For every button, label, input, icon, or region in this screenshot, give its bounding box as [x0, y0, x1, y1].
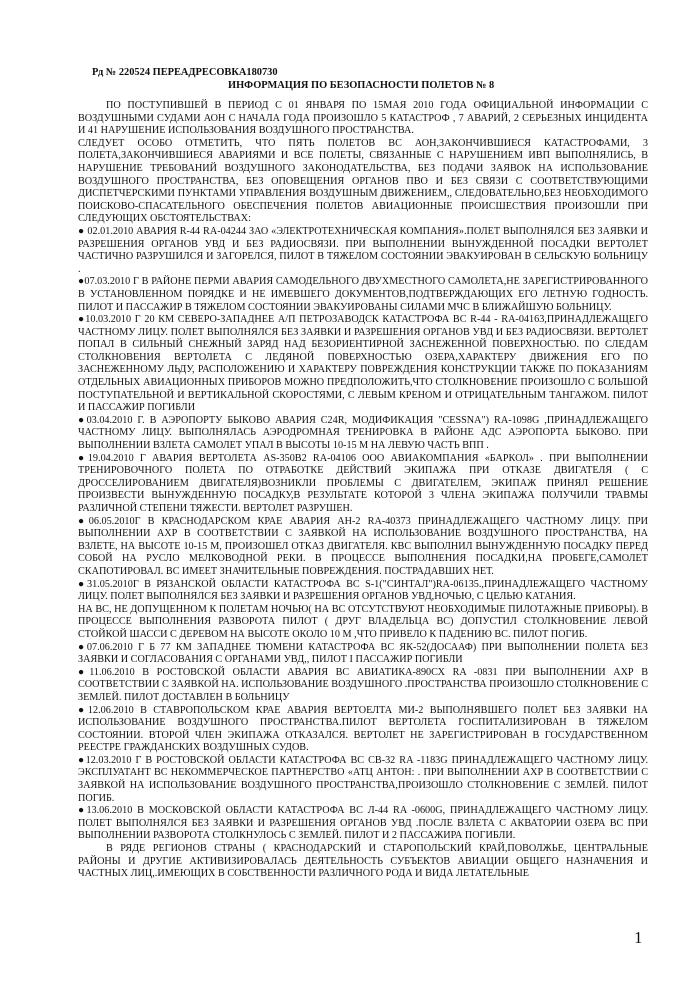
paragraph-intro: ПО ПОСТУПИВШЕЙ В ПЕРИОД С 01 ЯНВАРЯ ПО 15МАЯ 2010 ГОДА ОФИЦИАЛЬНОЙ ИНФОРМАЦИИ С ВОЗДУШНЫМИ СУДАМИ АОН С НАЧАЛА ГОДА ПРОИЗОШЛО 5 КАТАСТРОФ , 7 АВАРИЙ, 2 СЕРЬЕЗНЫХ ИНЦИДЕНТА И 41 НАРУШЕНИЕ ИСПОЛЬЗОВАНИЯ ВОЗДУШНОГО ПРОСТРАНСТВА. [78, 100, 648, 137]
paragraph-incident: ●07.03.2010 Г В РАЙОНЕ ПЕРМИ АВАРИЯ САМОДЕЛЬНОГО ДВУХМЕСТНОГО САМОЛЕТА,НЕ ЗАРЕГИСТРИРОВАННОГО В УСТАНОВЛЕННОМ ПОРЯДКЕ И НЕ ИМЕВШЕГО ДОКУМЕНТОВ,ПОДТВЕРЖДАЮЩИХ ЕГО ЛЕТНУЮ ГОДНОСТЬ. ПИЛОТ И ПАССАЖИР В ТЯЖЕЛОМ СОСТОЯНИИ ЭВАКУИРОВАНЫ СИЛАМИ МЧС В БЛИЖАЙШУЮ БОЛЬНИЦУ. [78, 276, 648, 313]
paragraph-incident: ●12.06.2010 В СТАВРОПОЛЬСКОМ КРАЕ АВАРИЯ ВЕРТОЕЛТА МИ-2 ВЫПОЛНЯВШЕГО ПОЛЕТ БЕЗ ЗАЯВКИ НА ИСПОЛЬЗОВАНИЕ ВОЗДУШНОГО ПРОСТРАНСТВА.ПИЛОТ ВЕРТОЛЕТА ГОСПИТАЛИЗИРОВАН В ТЯЖЕЛОМ СОСТОЯНИИ. ВТОРОЙ ЧЛЕН ЭКИПАЖА ОТКАЗАЛСЯ. ВЕРТОЛЕТ НЕ ЗАРЕГИСТРИРОВАН В ГОСУДАРСТВЕННОМ РЕЕСТРЕ ГРАЖДАНСКИХ ВОЗДУШНЫХ СУДОВ. [78, 704, 648, 754]
paragraph-incident: ●31.05.2010Г В РЯЗАНСКОЙ ОБЛАСТИ КАТАСТРОФА ВС S-1("СИНТАЛ")RA-06135.,ПРИНАДЛЕЖАЩЕГО ЧАСТНОМУ ЛИЦУ. ПОЛЕТ ВЫПОЛНЯЛСЯ БЕЗ ЗАЯВКИ И РАЗРЕШЕНИЯ ОРГАНОВ УВД,НОЧЬЮ, С ЦЕЛЬЮ КАТАНИЯ. [78, 578, 648, 603]
paragraph-incident: ●13.06.2010 В МОСКОВСКОЙ ОБЛАСТИ КАТАСТРОФА ВС Л-44 RA -0600G, ПРИНАДЛЕЖАЩЕГО ЧАСТНОМУ ЛИЦУ. ПОЛЕТ ВЫПОЛНЯЛСЯ БЕЗ ЗАЯВКИ И РАЗРЕШЕНИЯ ОРГАНОВ УВД .ПОСЛЕ ВЗЛЕТА С АКВАТОРИИ ОЗЕРА ВС ПРИ ВЫПОЛНЕНИИ РАЗВОРОТА СТОЛКНУЛОСЬ С ЗЕМЛЕЙ. ПИЛОТ И 2 ПАССАЖИРА ПОГИБЛИ. [78, 805, 648, 842]
paragraph-conclusion: В РЯДЕ РЕГИОНОВ СТРАНЫ ( КРАСНОДАРСКИЙ И СТАРОПОЛЬСКИЙ КРАЙ,ПОВОЛЖЬЕ, ЦЕНТРАЛЬНЫЕ РАЙОНЫ И ДРУГИЕ АКТИВИЗИРОВАЛАСЬ ДЕЯТЕЛЬНОСТЬ СУБЪЕКТОВ АВИАЦИИ ОБЩЕГО НАЗНАЧЕНИЯ И ЧАСТНЫХ ЛИЦ,.ИМЕЮЩИХ В СОБСТВЕННОСТИ РАЗЛИЧНОГО РОДА И ВИДА ЛЕТАТЕЛЬНЫЕ [78, 843, 648, 880]
document-body [78, 100, 648, 881]
paragraph-incident: ●12.03.2010 Г В РОСТОВСКОЙ ОБЛАСТИ КАТАСТРОФА ВС СВ-32 RA -1183G ПРИНАДЛЕЖАЩЕГО ЧАСТНОМУ ЛИЦУ. ЭКСПЛУАТАНТ ВС НЕКОММЕРЧЕСКОЕ ПАРТНЕРСТВО «АТЦ АНТОН: . ПРИ ВЫПОЛНЕНИИ АХР В СООТВЕТСТВИИ С ЗАЯВКОЙ НА ИСПОЛЬЗОВАНИЕ ВОЗДУШНОГО ПРОСТРАНСТВА,ПРОИЗОШЛО СТОЛКНОВЕНИЕ С ЗЕМЛЕЙ. ПИЛОТ ПОГИБ. [78, 754, 648, 804]
paragraph-incident: ●19.04.2010 Г АВАРИЯ ВЕРТОЛЕТА AS-350B2 RA-04106 ООО АВИАКОМПАНИЯ «БАРКОЛ» . ПРИ ВЫПОЛНЕНИИ ТРЕНИРОВОЧНОГО ПОЛЕТА ПО ОТРАБОТКЕ ДЕЙСТВИЙ ЭКИПАЖА ПРИ ОТКАЗЕ ДВИГАТЕЛЯ ( С ДРОССЕЛИРОВАНИЕМ ДВИГАТЕЛЯ)ВОЗНИКЛИ ПРОБЛЕМЫ С ДВИГАТЕЛЕМ, ЭКИПАЖ ПРИНЯЛ РЕШЕНИЕ ПРОИЗВЕСТИ ВЫНУЖДЕННУЮ ПОСАДКУ,В РЕЗУЛЬТАТЕ КОТОРОЙ 3 ЧЛЕНА ЭКИПАЖА ПОЛУЧИЛИ ТРАВМЫ РАЗЛИЧНОЙ СТЕПЕНИ ТЯЖЕСТИ. ВЕРТОЛЕТ РАЗРУШЕН. [78, 452, 648, 514]
paragraph-note: СЛЕДУЕТ ОСОБО ОТМЕТИТЬ, ЧТО ПЯТЬ ПОЛЕТОВ ВС АОН,ЗАКОНЧИВШИЕСЯ КАТАСТРОФАМИ, 3 ПОЛЕТА,ЗАКОНЧИВШИЕСЯ АВАРИЯМИ И ВСЕ ПОЛЕТЫ, СВЯЗАННЫЕ С НАРУШЕНИЕМ ИВП ВЫПОЛНЯЛИСЬ, В НАРУШЕНИЕ ТРЕБОВАНИЙ ВОЗДУШНОГО ЗАКОНОДАТЕЛЬСТВА, БЕЗ ПОДАЧИ ЗАЯВОК НА ИСПОЛЬЗОВАНИЕ ВОЗДУШНОГО ПРОСТРАНСТВА, БЕЗ ОПОВЕЩЕНИЯ ОРГАНОВ ПВО И БЕЗ СВЯЗИ С СООТВЕТСТВУЮЩИМИ ДИСПЕТЧЕРСКИМИ ПУНКТАМИ УПРАВЛЕНИЯ ВОЗДУШНЫМ ДВИЖЕНИЕМ,, СЛЕДОВАТЕЛЬНО,БЕЗ НЕОБХОДИМОГО ПОИСКОВО-СПАСАТЕЛЬНОГО ОБЕСПЕЧЕНИЯ ПОЛЕТОВ АВИАЦИОННЫЕ ПРОИСШЕСТВИЯ ПРОИЗОШЛИ ПРИ СЛЕДУЮЩИХ ОБСТОЯТЕЛЬСТВАХ: [78, 137, 648, 225]
paragraph-incident: ●11.06.2010 В РОСТОВСКОЙ ОБЛАСТИ АВАРИЯ ВС АВИАТИКА-890СХ RA -0831 ПРИ ВЫПОЛНЕНИИ АХР В СООТВЕТСТВИИ С ЗАЯВКОЙ НА. ИСПОЛЬЗОВАНИЕ ВОЗДУШНОГО .ПРОСТРАНСТВА ПРОИЗОШЛО СТОЛКНОВЕНИЕ С ЗЕМЛЕЙ. ПИЛОТ ДОСТАВЛЕН В БОЛЬНИЦУ [78, 666, 648, 703]
paragraph-incident: ●06.05.2010Г В КРАСНОДАРСКОМ КРАЕ АВАРИЯ АН-2 RA-40373 ПРИНАДЛЕЖАЩЕГО ЧАСТНОМУ ЛИЦУ. ПРИ ВЫПОЛНЕНИИ АХР В СООТВЕТСТВИИ С ЗАЯВКОЙ НА ИСПОЛЬЗОВАНИЕ ВОЗДУШНОГО ПРОСТРАНСТВА, НА ВЗЛЕТЕ, НА ВЫСОТЕ 10-15 М, ПРОИЗОШЕЛ ОТКАЗ ДВИГАТЕЛЯ. КВС ВЫПОЛНИЛ ВЫНУЖДЕННУЮ ПОСАДКУ ПЕРЕД СОБОЙ НА РУСЛО МЕЛКОВОДНОЙ РЕКИ. В ПРОЦЕССЕ ВЫПОЛНЕНИЯ ПОСАДКИ,НА ПРОБЕГЕ,САМОЛЕТ СКАПОТИРОВАЛ. ВС ИМЕЕТ ЗНАЧИТЕЛЬНЫЕ ПОВРЕЖДЕНИЯ. ПОСТРАДАВШИХ НЕТ. [78, 515, 648, 577]
page-number: 1 [634, 928, 643, 947]
paragraph-incident: НА ВС, НЕ ДОПУЩЕННОМ К ПОЛЕТАМ НОЧЬЮ( НА ВС ОТСУТСТВУЮТ НЕОБХОДИМЫЕ ПИЛОТАЖНЫЕ ПРИБОРЫ). В ПРОЦЕССЕ ВЫПОЛНЕНИЯ РАЗВОРОТА ПИЛОТ ( ДРУГ ВЛАДЕЛЬЦА ВС) ДОПУСТИЛ СТОЛКНОВЕНИЕ ЛЕВОЙ СТОЙКОЙ ШАССИ С ДЕРЕВОМ НА ВЫСОТЕ ОКОЛО 10 М ,ЧТО ПРИВЕЛО К ПАДЕНИЮ ВС. ПИЛОТ ПОГИБ. [78, 603, 648, 640]
paragraph-incident: ●07.06.2010 Г Б 77 КМ ЗАПАДНЕЕ ТЮМЕНИ КАТАСТРОФА ВС ЯК-52(ДОСААФ) ПРИ ВЫПОЛНЕНИИ ПОЛЕТА БЕЗ ЗАЯВКИ И СОГЛАСОВАНИЯ С ОРГАНАМИ УВД,, ПИЛОТ І ПАССАЖИР ПОГИБЛИ [78, 641, 648, 666]
paragraph-incident: ● 02.01.2010 АВАРИЯ R-44 RA-04244 ЗАО «ЭЛЕКТРОТЕХНИЧЕСКАЯ КОМПАНИЯ».ПОЛЕТ ВЫПОЛНЯЛСЯ БЕЗ ЗАЯВКИ И РАЗРЕШЕНИЯ ОРГАНОВ УВД И БЕЗ РАДИОСВЯЗИ. ПРИ ВЫПОЛНЕНИИ ВЫНУЖДЕННОЙ ПОСАДКИ ВЕРТОЛЕТ ЧАСТИЧНО РАЗРУШИЛСЯ И ЗАГОРЕЛСЯ, ПИЛОТ В ТЯЖЕЛОМ СОСТОЯНИИ ЭВАКУИРОВАН В СЕЛЬСКУЮ БОЛЬНИЦУ . [78, 225, 648, 275]
paragraph-incident: ●03.04.2010 Г. В АЭРОПОРТУ БЫКОВО АВАРИЯ С24R, МОДИФИКАЦИЯ "CESSNA") RA-1098G ,ПРИНАДЛЕЖАЩЕГО ЧАСТНОМУ ЛИЦУ. ВЫПОЛНЯЛАСЬ АЭРОДРОМНАЯ ТРЕНИРОВКА В РАЙОНЕ АДС АЭРОПОРТА БЫКОВО. ПРИ ВЫПОЛНЕНИИ ВЗЛЕТА САМОЛЕТ УПАЛ В ВЫСОТЫ 10-15 М НА ЛЕВУЮ ЧАСТЬ ВПП . [78, 414, 648, 452]
paragraph-incident: ●10.03.2010 Г 20 КМ СЕВЕРО-ЗАПАДНЕЕ А/П ПЕТРОЗАВОДСК КАТАСТРОФА ВС R-44 - RA-04163,ПРИНАДЛЕЖАЩЕГО ЧАСТНОМУ ЛИЦУ. ПОЛЕТ ВЫПОЛНЯЛСЯ БЕЗ ЗАЯВКИ И РАЗРЕШЕНИЯ ОРГАНОВ УВД И БЕЗ РАДИОСВЯЗИ. ВЕРТОЛЕТ ПОПАЛ В СИЛЬНЫЙ СНЕЖНЫЙ ЗАРЯД НАД БЕЗОРИЕНТИРНОЙ ЗАСНЕЖЕННОЙ ПОВЕРХНОСТЬЮ. ПО СЛЕДАМ СТОЛКНОВЕНИЯ ВЕРТОЛЕТА С ЛЕДЯНОЙ ПОВЕРХНОСТЬЮ ОЗЕРА,ХАРАКТЕРУ ДВИЖЕНИЯ ЕГО ПО ЗАСНЕЖЕННОМУ ЛЬДУ, РАСПОЛОЖЕНИЮ И ХАРАКТЕРУ ПОВРЕЖДЕНИЯ КОНСТРУКЦИИ ТАКЖЕ ПО ПОКАЗАНИЯМ ОТДЕЛЬНЫХ АВИАЦИОННЫХ ПРИБОРОВ МОЖНО ПРЕДПОЛОЖИТЬ,ЧТО СТОЛКНОВЕНИЕ ПРОИЗОШЛО С БОЛЬШОЙ ПОСТУПАТЕЛЬНОЙ И ВЕРТИКАЛЬНОЙ СКОРОСТЯМИ, С ЛЕВЫМ КРЕНОМ И ОТРИЦАТЕЛЬНЫМ ТАНГАЖОМ. ПИЛОТ И ПАССАЖИР ПОГИБЛИ [78, 314, 648, 414]
document-reference: Рд № 220524 ПЕРЕАДРЕСОВКА180730 [92, 67, 278, 78]
document-title: ИНФОРМАЦИЯ ПО БЕЗОПАСНОСТИ ПОЛЕТОВ № 8 [228, 80, 495, 91]
